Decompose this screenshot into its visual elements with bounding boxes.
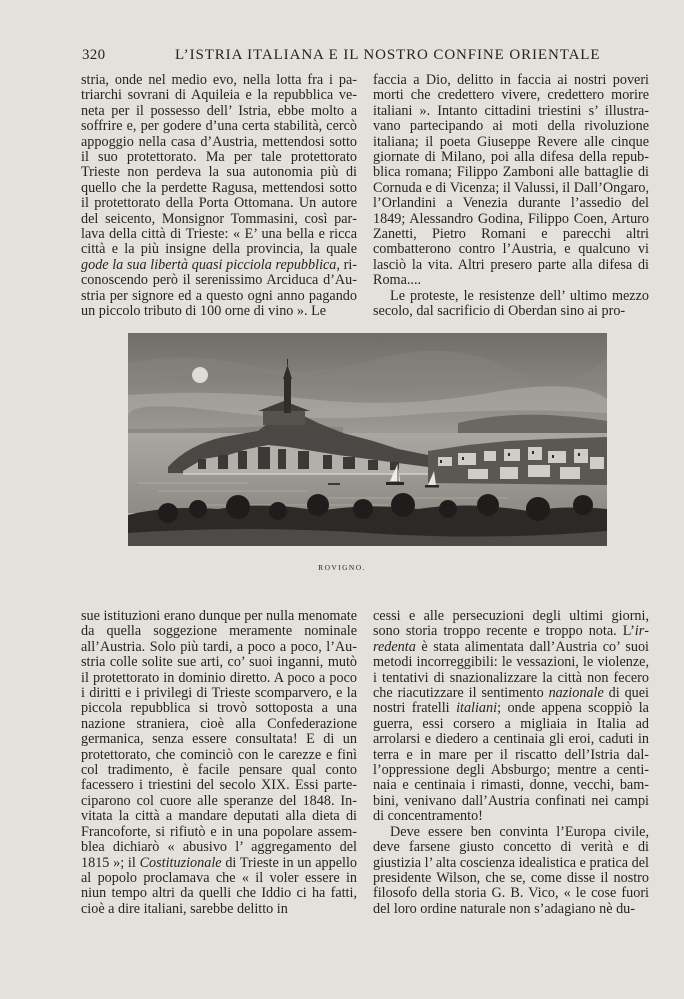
column-top-left xyxy=(81,73,357,320)
paragraph: Deve essere ben convinta l’Europa civile, deve farsene giusto concetto di verità e di giustizia l’ alta coscienza idealistica e pratica del presidente Wilson, che se, come disse il nostro filosofo della storia G. B. Vico, « le cose fuori del loro ordine naturale non s’adagiano nè du- xyxy=(373,823,649,917)
text-run: ; onde appena scoppiò la guerra, essi corsero a migliaia in Italia ad arrolarsi e diedero a centinaia gli eroi, caduti in terra e in mare per il riscatto dell’Istria dall’oppressione degli Absburgo; mentre a centinaia e centinaia i rimasti, donne, vecchi, bambini, venivano dall’Austria confinati nei campi di concentramento! xyxy=(373,700,649,825)
text-run: stria, onde nel medio evo, nella lotta fra i patriarchi sovrani di Aquileia e la repubblica veneta per il possesso dell’ Istria, ebbe molto a soffrire e, per godere d’una certa stabilità, cercò appoggio nella casa d’Austria, mettendosi sotto il suo protettorato. Ma per tale protettorato Trieste non perdeva la sua autonomia più di quello che la perdette Ragusa, mettendosi sotto il protettorato della Porta Ottomana. Un autore del seicento, Monsignor Tommasini, così parlava della città di Trieste: « E’ una bella e ricca città e la più insigne della provincia, la quale xyxy=(81,72,357,258)
paragraph xyxy=(373,609,649,825)
column-bottom-right xyxy=(373,609,649,917)
rovigno-illustration xyxy=(128,333,607,546)
paragraph xyxy=(81,609,357,917)
text-run: , riconoscendo però il serenissimo Arciduca d’Austria per signore ed a questo ogni anno pagando un piccolo tributo di 100 orne di vino ». Le xyxy=(81,256,357,320)
text-run: è stata alimentata dall’Austria co’ suoi metodi incorreggibili: le vessazioni, le violenze, i tentativi di snazionalizzare la città non fecero che riacutizzare il sentimento xyxy=(373,638,649,702)
text-run: sue istituzioni erano dunque per nulla menomate da quella soggezione meramente nominale all’Austria. Solo più tardi, a poco a poco, l’Austria colle solite sue arti, co’ suoi inganni, mutò il protettorato in dominio diretto. A poco a poco i diritti e i privilegi di Trieste scomparvero, e la piccola repubblica si trovò sottoposta a una nazione straniera, cioè alla Confederazione germanica, senza essere consultata! E di un protettorato, che cominciò con le carezze e finì col tradimento, è facile pensare qual conto facessero i triestini del secolo XIX. Essi parteciparono col cuore alle speranze del 1848. Invitata la città a mandare deputati alla dieta di Francoforte, si rifiutò e in una popolare assemblea dichiarò « abusivo l’ aggregamento del 1815 »; il xyxy=(81,608,357,871)
paragraph xyxy=(81,73,357,320)
column-top-right xyxy=(373,73,649,320)
italic-phrase: nazionale xyxy=(548,685,604,702)
text-run: di Trieste in un appello al popolo proclamava che « il voler essere in niun tempo altri da quelli che Iddio ci ha fatti, cioè a dire italiani, sarebbe delitto in xyxy=(81,854,358,917)
italic-phrase: Costituzionale xyxy=(139,854,222,871)
paragraph: faccia a Dio, delitto in faccia ai nostri poveri morti che credettero vivere, credettero morire italiani ». Intanto cittadini triestini s’ illustravano partecipando ai moti della rivoluzione italiana; il poeta Giuseppe Revere alle cinque giornate di Milano, poi alla difesa della repubblica romana; Filippo Zamboni alle battaglie di Cornuda e di Vicenza; il Valussi, il Dall’Ongaro, l’Orlandini a Venezia durante l’assedio del 1849; Alessandro Godina, Filippo Coen, Arturo Zanetti, Pietro Romani e parecchi altri combatterono contro l’Austria, e qualcuno vi lasciò la vita. Altri presero parte alla difesa di Roma.... xyxy=(373,72,649,289)
page-number: 320 xyxy=(82,47,106,63)
paragraph: Le proteste, le resistenze dell’ ultimo mezzo secolo, dal sacrificio di Oberdan sino ai pro- xyxy=(373,287,649,320)
running-title: L’ISTRIA ITALIANA E IL NOSTRO CONFINE ORIENTALE xyxy=(175,47,601,63)
italic-phrase: gode la sua libertà quasi picciola repubblica xyxy=(81,256,337,273)
italic-phrase: italiani xyxy=(456,700,498,717)
column-bottom-left xyxy=(81,609,357,917)
text-run: cessi e alle persecuzioni degli ultimi giorni, sono storia troppo recente e troppo nota. L’ xyxy=(373,608,649,640)
figure-caption: ROVIGNO. xyxy=(318,563,366,572)
text-run: di quei nostri fratelli xyxy=(373,685,650,717)
italic-phrase: irredenta xyxy=(373,623,649,655)
